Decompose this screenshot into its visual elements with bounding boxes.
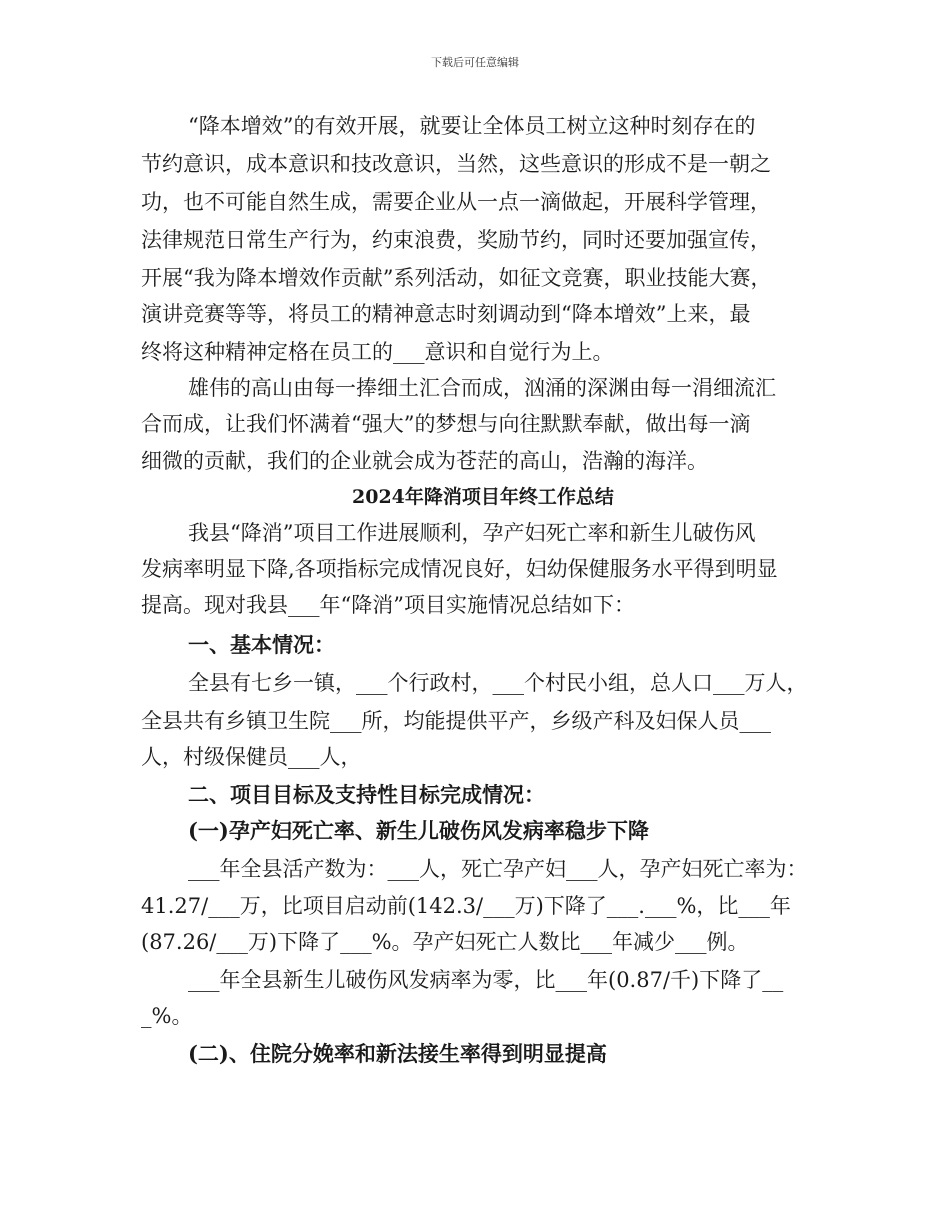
document-title: 2024年降消项目年终工作总结 [352, 486, 614, 508]
intro-line-3: 提高。现对我县___年“降消”项目实施情况总结如下： [141, 593, 635, 617]
maternal-line-1: ___年全县活产数为：___人，死亡孕产妇___人，孕产妇死亡率为： [188, 857, 808, 881]
basic-line-3: 人，村级保健员___人， [141, 745, 362, 769]
heading-project-goals: 二、项目目标及支持性目标完成情况： [188, 782, 545, 807]
para1-line-3: 功，也不可能自然生成，需要企业从一点一滴做起，开展科学管理， [141, 190, 771, 214]
para1-line-5: 开展“我为降本增效作贡献”系列活动，如征文竞赛，职业技能大赛， [141, 266, 772, 290]
subheading-mortality: (一)孕产妇死亡率、新生儿破伤风发病率稳步下降 [188, 818, 649, 843]
intro-line-2: 发病率明显下降,各项指标完成情况良好，妇幼保健服务水平得到明显 [141, 557, 778, 581]
basic-line-2: 全县共有乡镇卫生院___所，均能提供平产，乡级产科及妇保人员___ [141, 709, 771, 733]
tetanus-line-2: _%。 [141, 1004, 193, 1028]
para2-line-3: 细微的贡献，我们的企业就会成为苍茫的高山，浩瀚的海洋。 [141, 449, 708, 473]
maternal-line-2: 41.27/___万，比项目启动前(142.3/___万)下降了___.___%，比___年 [141, 894, 791, 918]
basic-line-1: 全县有七乡一镇，___个行政村，___个村民小组，总人口___万人， [188, 671, 808, 695]
intro-line-1: 我县“降消”项目工作进展顺利，孕产妇死亡率和新生儿破伤风 [188, 521, 756, 545]
para1-line-2: 节约意识，成本意识和技改意识，当然，这些意识的形成不是一朝之 [141, 152, 771, 176]
maternal-line-3: (87.26/___万)下降了___%。孕产妇死亡人数比___年减少___例。 [141, 930, 749, 954]
para2-line-2: 合而成，让我们怀满着“强大”的梦想与向往默默奉献，做出每一滴 [141, 412, 751, 436]
para2-line-1: 雄伟的高山由每一捧细土汇合而成，汹涌的深渊由每一涓细流汇 [188, 376, 776, 400]
page-header: 下载后可任意编辑 [431, 56, 519, 69]
para1-line-7: 终将这种精神定格在员工的___意识和自觉行为上。 [141, 340, 614, 364]
tetanus-line-1: ___年全县新生儿破伤风发病率为零，比___年(0.87/千)下降了__ [188, 968, 784, 992]
heading-basic-situation: 一、基本情况： [188, 632, 335, 657]
para1-line-1: “降本增效”的有效开展，就要让全体员工树立这种时刻存在的 [188, 114, 756, 138]
para1-line-6: 演讲竞赛等等，将员工的精神意志时刻调动到“降本增效”上来，最 [141, 302, 751, 326]
para1-line-4: 法律规范日常生产行为，约束浪费，奖励节约，同时还要加强宣传， [141, 228, 771, 252]
subheading-hospital-delivery: (二)、住院分娩率和新法接生率得到明显提高 [188, 1041, 607, 1066]
